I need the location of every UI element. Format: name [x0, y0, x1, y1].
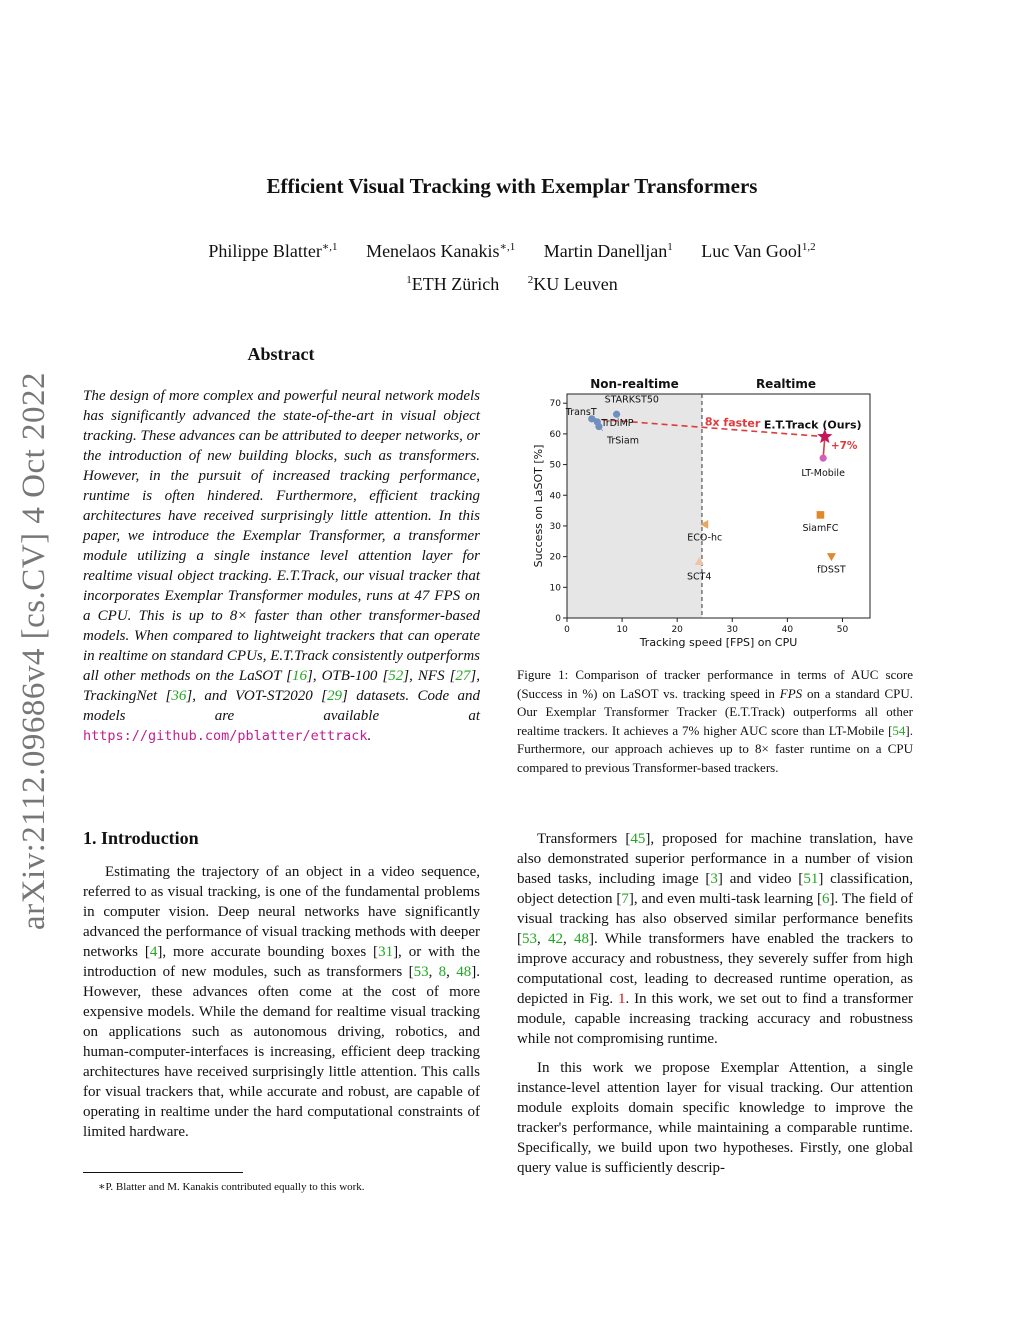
y-tick-label: 30: [549, 521, 561, 532]
citation-link[interactable]: 3: [710, 871, 718, 887]
y-tick-label: 10: [549, 583, 561, 594]
intro-text-part: ]. The field of visual tracking has also observed similar performance benefits [: [517, 891, 913, 947]
x-tick-label: 0: [564, 625, 570, 635]
citation-link[interactable]: 45: [630, 831, 646, 847]
point-label: SiamFC: [802, 522, 839, 534]
citation-link[interactable]: 53: [413, 964, 429, 980]
citation-link[interactable]: 4: [149, 944, 158, 960]
abstract-text-part: ], and VOT-ST2020 [: [186, 688, 327, 704]
author-sup: 1: [667, 241, 673, 253]
affiliation-name: ETH Zürich: [411, 274, 500, 294]
affiliation-list: [0, 274, 1024, 295]
figure-1-caption: [517, 666, 913, 777]
intro-text-part: ], and even multi-task learning [: [628, 891, 823, 907]
citation-link[interactable]: 54: [892, 722, 906, 738]
intro-text-part: ] and video [: [717, 871, 804, 887]
intro-text-part: ], more accurate bounding boxes [: [157, 944, 379, 960]
point-starkst50: [613, 411, 620, 418]
intro-text-part: ]. While transformers have enabled the trackers to improve accuracy and robustness, they severely suffer from high computational cost, leading to decreased runtime operation, as depicted in Fig.: [517, 931, 914, 1007]
intro-text-part: Transformers [: [537, 831, 631, 847]
figure-1-chart: [520, 366, 880, 656]
citation-link[interactable]: 27: [455, 668, 471, 684]
citation-link[interactable]: 36: [171, 688, 187, 704]
citation-link[interactable]: 6: [822, 891, 830, 907]
affiliation-sup: 1: [406, 274, 412, 286]
point-label: LT-Mobile: [801, 468, 845, 480]
point-siamfc: [817, 511, 825, 519]
affiliation-2: [528, 274, 618, 294]
abstract-text-part: ], NFS [: [403, 668, 456, 684]
x-axis-label: Tracking speed [FPS] on CPU: [639, 636, 798, 649]
non-realtime-region: [567, 394, 702, 618]
intro-text-part: . In this work, we set out to find a transformer module, capable increasing tracking accuracy and robustness while not compromising runtime.: [517, 991, 913, 1047]
point-label: ECO-hc: [687, 532, 723, 544]
y-tick-label: 70: [549, 399, 561, 410]
annotation-8x-faster: 8x faster: [704, 415, 761, 431]
code-url-link[interactable]: https://github.com/pblatter/ettrack: [83, 728, 368, 744]
citation-link[interactable]: 52: [388, 668, 404, 684]
author-name: Philippe Blatter: [208, 241, 322, 261]
point-label: STARKST50: [604, 394, 659, 406]
region-label: Realtime: [755, 377, 817, 391]
caption-text-part: ]. Furthermore, our approach achieves up to 8× faster runtime on a CPU compared to previous Transformer-based trackers.: [517, 722, 913, 775]
author-1: [208, 241, 337, 261]
author-sup: 1,2: [801, 241, 816, 253]
author-sup: ∗,1: [499, 241, 516, 253]
citation-link[interactable]: 53: [522, 931, 537, 947]
x-tick-label: 50: [836, 625, 849, 635]
intro-text-part: ,: [446, 964, 457, 980]
intro-text-part: ] classification, object detection [: [517, 871, 913, 907]
abstract-text-part: The design of more complex and powerful neural network models has significantly advanced the state-of-the-art in visual object tracking. These advances can be attributed to deeper networks, or the introduction of new building blocks, such as transformers. However, in the pursuit of increased tracking performance, runtime is often hindered. Furthermore, efficient tracking architectures have received surprisingly little attention. In this paper, we introduce the Exemplar Transformer, a transformer module utilizing a single instance level attention layer for realtime visual object tracking. E.T.Track, our visual tracker that incorporates Exemplar Transformer modules, runs at 47 FPS on a CPU. This is up to 8× faster than other transformer-based models. When compared to lightweight trackers that can operate in realtime on standard CPUs, E.T.Track consistently outperforms all other methods on the LaSOT [: [83, 388, 481, 684]
author-3: [544, 241, 673, 261]
paper-title: Efficient Visual Tracking with Exemplar Transformers: [266, 174, 758, 198]
citation-link[interactable]: 29: [327, 688, 342, 704]
author-2: [366, 241, 515, 261]
author-name: Martin Danelljan: [543, 241, 668, 261]
arxiv-watermark: arXiv:2112.09686v4 [cs.CV] 4 Oct 2022: [16, 371, 52, 930]
intro-text-part: Estimating the trajectory of an object in a video sequence, referred to as visual tracking, is one of the fundamental problems in computer vision. Deep neural networks have significantly advanced the performance of visual tracking methods with deeper networks [: [83, 864, 480, 960]
point-lt-mobile: [820, 455, 827, 462]
point-label: fDSST: [817, 564, 846, 576]
intro-text-part: ,: [428, 964, 439, 980]
x-tick-label: 40: [781, 625, 794, 635]
affiliation-name: KU Leuven: [533, 274, 618, 294]
citation-link[interactable]: 8: [438, 964, 447, 980]
caption-text-part: FPS: [779, 685, 803, 701]
section-heading-introduction: 1. Introduction: [83, 828, 199, 848]
author-sup: ∗,1: [321, 241, 338, 253]
citation-link[interactable]: 16: [292, 668, 307, 684]
footnote-divider: [83, 1172, 243, 1173]
y-tick-label: 0: [555, 614, 561, 624]
citation-link[interactable]: 48: [456, 964, 472, 980]
point-label: E.T.Track (Ours): [763, 418, 862, 432]
affiliation-1: [406, 274, 499, 294]
author-list: [0, 240, 1024, 262]
abstract-text-part: ] datasets. Code and models are available at: [83, 688, 480, 724]
figure-link[interactable]: 1: [618, 991, 626, 1007]
citation-link[interactable]: 31: [378, 944, 394, 960]
point-fdsst: [827, 553, 836, 561]
x-tick-label: 10: [616, 625, 628, 635]
intro-paragraph-3: In this work we propose Exemplar Attention, a single instance-level attention layer for visual tracking. Our attention module exploits domain specific knowledge to improve the tracker's performance, while maintaining a comparable runtime. Specifically, we build upon two hypotheses. Firstly, one global query value is sufficiently descrip-: [517, 1060, 913, 1176]
abstract-heading: Abstract: [247, 344, 315, 364]
intro-paragraph-1: [83, 862, 480, 1142]
author-name: Menelaos Kanakis: [366, 241, 500, 261]
intro-column-2: [517, 829, 913, 1187]
affiliation-sup: 2: [527, 274, 534, 286]
intro-text-part: ,: [563, 931, 574, 947]
point-label: TransT: [565, 406, 597, 418]
abstract-text: [83, 386, 480, 746]
citation-link[interactable]: 7: [621, 891, 629, 907]
citation-link[interactable]: 48: [574, 931, 589, 947]
y-tick-label: 40: [549, 491, 561, 502]
abstract-text-part: .: [367, 728, 372, 744]
abstract-text-part: ], TrackingNet [: [83, 668, 481, 704]
author-name: Luc Van Gool: [701, 241, 802, 261]
abstract-text-part: ], OTB-100 [: [307, 668, 389, 684]
point-label: SCT4: [686, 571, 712, 583]
citation-link[interactable]: 51: [803, 871, 819, 887]
footnote: ∗P. Blatter and M. Kanakis contributed equally to this work.: [98, 1181, 365, 1193]
annotation-plus-7: +7%: [830, 440, 858, 453]
y-tick-label: 50: [549, 460, 561, 471]
caption-text-part: Figure 1: Comparison of tracker performance in terms of AUC score (Success in %) on LaSOT vs. tracking speed in: [517, 667, 913, 701]
point-label: TrSiam: [606, 435, 640, 447]
y-tick-label: 60: [549, 429, 561, 440]
point-label: TrDiMP: [601, 417, 634, 429]
y-tick-label: 20: [549, 552, 561, 563]
intro-paragraph-2: [517, 829, 913, 1049]
region-label: Non-realtime: [590, 377, 679, 391]
intro-text-part: ]. However, these advances often come at the cost of more expensive models. While the demand for realtime visual tracking on applications such as autonomous driving, robotics, and human-computer-interfaces is increasing, efficient deep tracking architectures have received surprisingly little attention. This calls for visual trackers that, while accurate and robust, are capable of operating in realtime under the hard computational constraints of limited hardware.: [83, 964, 480, 1140]
caption-text-part: on a standard CPU. Our Exemplar Transformer Tracker (E.T.Track) outperforms all other realtime trackers. It achieves a 7% higher AUC score than LT-Mobile [: [517, 685, 913, 738]
citation-link[interactable]: 42: [548, 931, 563, 947]
x-tick-label: 30: [726, 625, 738, 635]
y-axis-label: Success on LaSOT [%]: [532, 444, 545, 568]
intro-text-part: ,: [537, 931, 548, 947]
x-tick-label: 20: [671, 625, 683, 635]
intro-text-part: ], or with the introduction of new modules, such as transformers [: [83, 944, 480, 980]
author-4: [701, 241, 815, 261]
intro-text-part: ], proposed for machine translation, have also demonstrated superior performance in a number of vision based tasks, including image [: [517, 831, 913, 887]
